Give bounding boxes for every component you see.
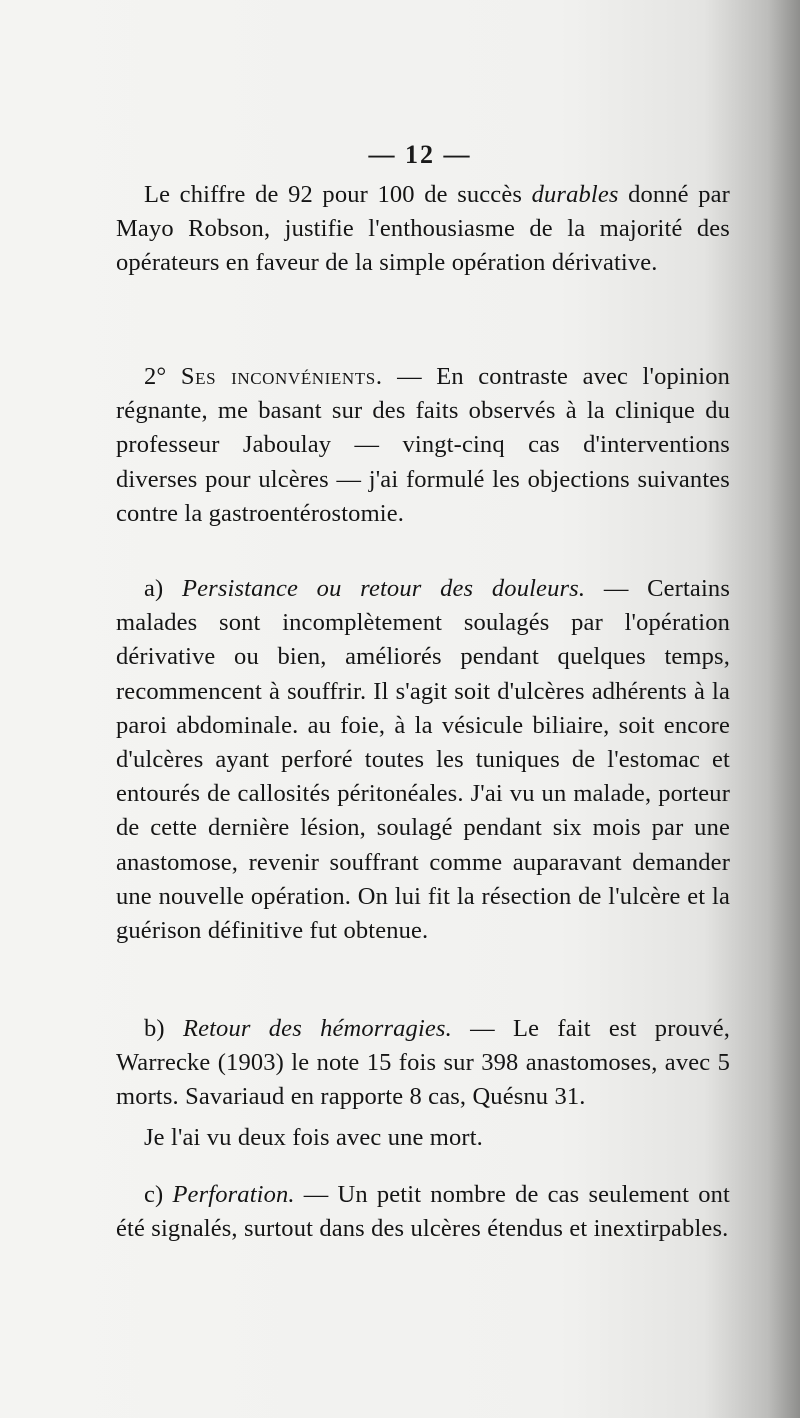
p2-rest: — En contraste avec l'opinion régnante, me basant sur des faits observés à la clinique du professeur Jaboulay — vingt-cinq cas d'interventions diverses pour ulcères — j'ai formulé les objections suivantes contre la gastroentérostomie.: [116, 363, 730, 527]
p2-heading: Ses inconvénients.: [180, 363, 383, 390]
paragraph-inconvenients: [116, 360, 730, 531]
p1-rest: donné par Mayo Robson, justifie l'enthousiasme de la majorité des opérateurs en faveur de la simple opération dérivative.: [116, 181, 730, 277]
p4-heading: Retour des hémorragies.: [182, 1015, 452, 1042]
p6-label: c): [144, 1181, 173, 1208]
p1-lead: Le chiffre de 92 pour 100 de succès: [144, 181, 532, 208]
p6-heading: Perforation.: [172, 1181, 295, 1208]
p2-number: 2°: [144, 363, 181, 390]
paragraph-persistance-douleurs: [116, 572, 730, 948]
p3-heading: Persistance ou retour des douleurs.: [182, 575, 586, 602]
p4-rest: — Le fait est prouvé, Warrecke (1903) le note 15 fois sur 398 anastomoses, avec 5 morts. Savariaud en rapporte 8 cas, Quésnu 31.: [116, 1015, 730, 1111]
p6-rest: — Un petit nombre de cas seulement ont été signalés, surtout dans des ulcères étendus et inextirpables.: [116, 1181, 730, 1243]
paragraph-perforation: [116, 1178, 730, 1246]
p4-label: b): [144, 1015, 183, 1042]
page-number: — 12 —: [368, 140, 472, 169]
paragraph-retour-hemorragies: [116, 1012, 730, 1115]
p3-label: a): [144, 575, 183, 602]
paragraph-success-rate: [116, 178, 730, 281]
p1-italic-durables: durables: [531, 181, 619, 208]
p3-rest: — Certains malades sont incomplètement soulagés par l'opération dérivative ou bien, améliorés pendant quelques temps, recommencent à souffrir. Il s'agit soit d'ulcères adhérents à la paroi abdominale. au foie, à la vésicule biliaire, soit encore d'ulcères ayant perforé toutes les tuniques de l'estomac et entourés de callosités péritonéales. J'ai vu un malade, porteur de cette dernière lésion, soulagé pendant six mois par une anastomose, revenir souffrant comme auparavant demander une nouvelle opération. On lui fit la résection de l'ulcère et la guérison définitive fut obtenue.: [116, 575, 731, 945]
paragraph-deux-fois: [116, 1121, 730, 1155]
p5-text: Je l'ai vu deux fois avec une mort.: [144, 1124, 483, 1151]
